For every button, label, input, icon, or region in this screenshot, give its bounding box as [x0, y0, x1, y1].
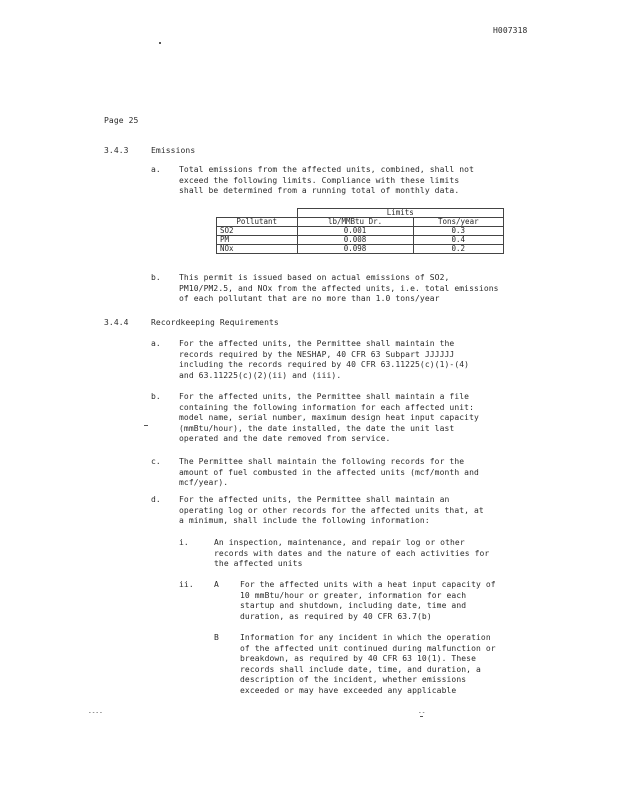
- table-cell: 0.2: [413, 245, 503, 254]
- table-cell: PM: [217, 236, 298, 245]
- item-marker: c.: [151, 457, 161, 466]
- subsubitem-text: Information for any incident in which the operation of the affected unit continued during malfunction or breakdown, as required by 40 CFR 63 10(1). These records shall include date, time, and duration, a description of the incident, whether emissions exceeded or may have exceeded any applicable: [240, 633, 496, 695]
- item-marker: a.: [151, 165, 161, 174]
- table-cell: 0.098: [297, 245, 413, 254]
- table-cell: NOx: [217, 245, 298, 254]
- table-cell: 0.3: [413, 227, 503, 236]
- subsubitem-marker: B: [214, 633, 219, 642]
- section-title: Recordkeeping Requirements: [151, 318, 279, 327]
- scan-speck: [144, 425, 148, 426]
- subitem-marker: i.: [179, 538, 189, 547]
- item-marker: b.: [151, 273, 161, 282]
- item-text: The Permittee shall maintain the following records for the amount of fuel combusted in the affected units (mcf/month and mcf/year).: [179, 457, 479, 487]
- table-cell: SO2: [217, 227, 298, 236]
- table-cell: 0.001: [297, 227, 413, 236]
- scan-speck: [159, 42, 161, 44]
- emission-limits-table: [216, 208, 504, 254]
- section-title: Emissions: [151, 146, 196, 155]
- scan-speck: [420, 716, 423, 717]
- item-text: This permit is issued based on actual emissions of SO2, PM10/PM2.5, and NOx from the affected units, i.e. total emissions of each pollutant that are no more than 1.0 tons/year: [179, 273, 499, 303]
- item-text: Total emissions from the affected units, combined, shall not exceed the following limits. Compliance with these limits shall be determined from a running total of monthly data.: [179, 165, 474, 195]
- footer-mark-left: ----: [88, 709, 103, 716]
- document-id: H007318: [493, 26, 528, 35]
- item-marker: b.: [151, 392, 161, 401]
- subsubitem-marker: A: [214, 580, 219, 589]
- section-number: 3.4.3: [104, 146, 129, 155]
- item-text: For the affected units, the Permittee shall maintain a file containing the following information for each affected unit: model name, serial number, maximum design heat input capacity (mmBtu/hour), the date installed, the date the unit last operated and the date removed from service.: [179, 392, 479, 443]
- column-header: lb/MMBtu Dr.: [297, 218, 413, 227]
- table-cell: 0.008: [297, 236, 413, 245]
- table-cell: 0.4: [413, 236, 503, 245]
- column-header: Pollutant: [217, 218, 298, 227]
- section-number: 3.4.4: [104, 318, 129, 327]
- table-row: [217, 245, 504, 254]
- footer-mark-center: --: [418, 709, 426, 716]
- subitem-text: An inspection, maintenance, and repair log or other records with dates and the nature of each activities for the affected units: [214, 538, 490, 568]
- table-group-header: Limits: [297, 209, 504, 218]
- item-marker: a.: [151, 339, 161, 348]
- item-text: For the affected units, the Permittee shall maintain the records required by the NESHAP, 40 CFR 63 Subpart JJJJJJ including the records required by 40 CFR 63.11225(c)(1)-(4) and 63.11225(c)(2)(ii) and (iii).: [179, 339, 470, 380]
- page-label: Page 25: [104, 116, 139, 125]
- column-header: Tons/year: [413, 218, 503, 227]
- subsubitem-text: For the affected units with a heat input capacity of 10 mmBtu/hour or greater, information for each startup and shutdown, including date, time and duration, as required by 40 CFR 63.7(b): [240, 580, 496, 621]
- subitem-marker: ii.: [179, 580, 194, 589]
- item-text: For the affected units, the Permittee shall maintain an operating log or other records for the affected units that, at a minimum, shall include the following information:: [179, 495, 484, 525]
- item-marker: d.: [151, 495, 161, 504]
